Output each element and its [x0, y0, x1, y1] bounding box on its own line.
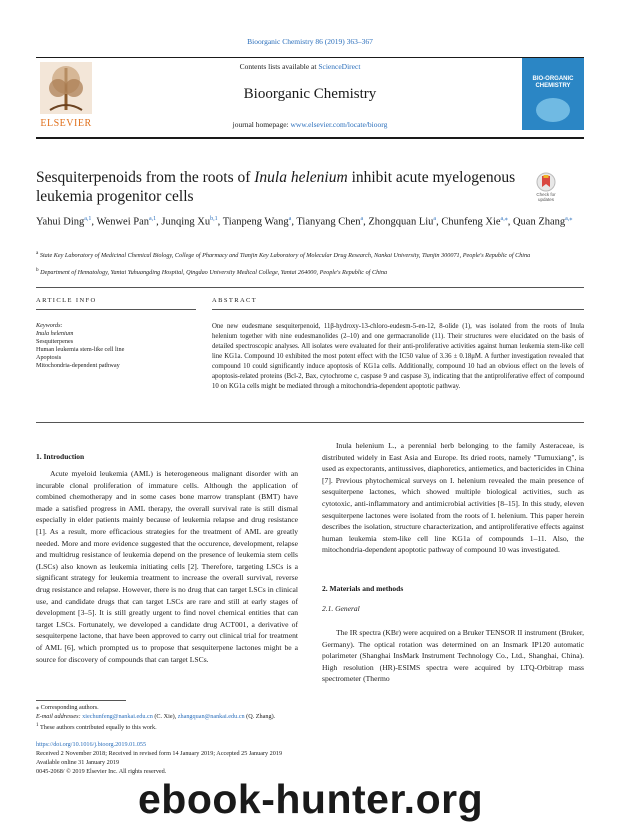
email-footnote: E-mail addresses: xiechunfeng@nankai.edu.cn (C. Xie), zhangquan@nankai.edu.cn (Q. Zhang). — [36, 713, 276, 720]
author-affiliation-mark: a,1 — [84, 216, 92, 222]
article-info-rule — [36, 309, 196, 310]
journal-name: Bioorganic Chemistry — [243, 86, 377, 102]
abstract-bottom-rule — [36, 422, 584, 423]
received-dates: Received 2 November 2018; Received in revised form 14 January 2019; Accepted 25 January 2019 — [36, 750, 283, 757]
author-name[interactable]: Tianpeng Wang — [222, 216, 289, 228]
intro-paragraph: Acute myeloid leukemia (AML) is heterogeneous malignant disorder with an incurable clonal proliferation of immature cells. Although the application of combined chemotherapy and in some cases bone marrow transplant (BMT) have made a satisfied progress in AML therapy, the overall survival rate is still dismal especially in elder patients mainly because of leukemia relapse and drug resistance [1]. As a result, more efficacious strategies for the treatment of AML are greatly needed. More and more evidence suggested that the occurence, development, relapse and multidrug resistance of leukemia depend on the presence of leukemia stem cells (LSCs) also known as leukemia initiating cells [2]. Therefore, targeting LSCs is a significant strategy for leukemia treatment to increase the overall survival, reverse drug resistance and relapse. However, there is no drug that can target LSCs in clinical use, and candidate drugs that can target LSCs are rare and still at early stages of development [3–5]. It is still greatly urgent to find novel chemical entities that can target LSCs. Fortunately, we developed a candidate drug ACT001, a derivative of sesquiterpene lactone, that have been approved to carry out clinical trial for treatment of AML [6], which prompted us to propose that sesquiterpene lactones might be a source for discovery of compounds that can target LSCs. — [36, 469, 298, 664]
keyword-item: Apoptosis — [36, 354, 62, 361]
affiliation-b: $^b$ Department of Hematology, Yantai Yuhuangding Hospital, Qingdao University Medical College, Yantai 264000, People's Republic of China — [36, 267, 388, 277]
corresponding-footnote: ⁎ Corresponding authors. — [36, 704, 99, 711]
author-affiliation-mark: a — [433, 216, 437, 222]
author-affiliation-mark: a,⁎ — [565, 216, 573, 222]
author-name[interactable]: Wenwei Pan — [96, 216, 149, 228]
intro-paragraph-2: Inula helenium L., a perennial herb belonging to the family Asteraceae, is distributed widely in East Asia and Europe. Its dried roots, namely "Tumuxiang", is used as expectorants, antitussives, diaphoretics, antiemetics, and bactericides in China [7]. Previous phytochemical surveys on I. helenium revealed the main presence of sesquiterpene lactones, which showed multiple biological activities, such as cytotoxic, anti-inflammatory and antimicrobial activities [8–15]. In this study, eleven sesquiterpene lactones were isolated from the roots of I. helenium. This paper herein describes the isolation, structure characterization, and antiproliferative effects against human leukemia stem-like cell line KG1a of compounds 1–11. Also, the mitochondria-dependent apoptotic pathway of compound 10 was investigated. — [322, 441, 584, 555]
author-affiliation-mark: a — [288, 216, 292, 222]
general-paragraph: The IR spectra (KBr) were acquired on a Bruker TENSOR II instrument (Bruker, Germany). The optical rotation was determined on an Insmark IP120 automatic polarimeter (Shanghai InsMark Instrument Technology Co., Ltd., Shanghai, China). High resolution (HR)-ESIMS spectra were acquired by LTQ-Orbitrap mass spectrometer (Thermo — [322, 628, 584, 684]
author-name[interactable]: Zhongquan Liu — [368, 216, 434, 228]
author-name[interactable]: Yahui Ding — [36, 216, 85, 228]
badge-label: Check for updates — [536, 192, 556, 202]
publisher-wordmark: ELSEVIER — [40, 118, 92, 129]
keywords-block — [36, 322, 196, 370]
article-title: Sesquiterpenoids from the roots of Inula helenium inhibit acute myelogenous leukemia progenitor cells — [36, 169, 516, 205]
doi-link[interactable]: https://doi.org/10.1016/j.bioorg.2019.01.055 — [36, 741, 147, 748]
homepage-link[interactable]: www.elsevier.com/locate/bioorg — [290, 120, 388, 129]
header-bottom-rule — [36, 137, 584, 139]
article-info-label: ARTICLE INFO — [36, 297, 97, 304]
author-affiliation-mark: a — [360, 216, 364, 222]
check-for-updates-badge[interactable] — [524, 172, 568, 202]
general-subheading: 2.1. General — [322, 604, 360, 613]
sciencedirect-link[interactable]: ScienceDirect — [318, 62, 361, 71]
author-name[interactable]: Quan Zhang — [512, 216, 566, 228]
cover-graphic — [536, 98, 570, 122]
header-top-rule — [36, 57, 584, 58]
affiliation-a: $^a$ State Key Laboratory of Medicinal Chemical Biology, College of Pharmacy and Tianjin Key Laboratory of Molecular Drug Research, Nankai University, Tianjin 300071, People's Republic of China — [36, 250, 531, 260]
abstract-text: One new eudesmane sesquiterpenoid, 11β-hydroxy-13-chloro-eudesm-5-en-12, 8-olide (1), was isolated from the roots of Inula helenium together with nine eudesmanolides (2–10) and one germacranolide (11). Their structures were elucidated on the basis of detailed spectroscopic analyses. All isolates were evaluated for their anti-proliferative activities against human leukemia stem-like cell line KG1a. Compound 10 exhibited the most potent effect with the IC50 value of 3.36 ± 0.18μM. A further investigation revealed that compound 10 could significantly induce apoptosis of KG1a cells. Additionally, compound 10 had an obvious effect on the levels of apoptosis-related proteins (Bcl-2, Bax, cytochrome c, caspase 9 and caspase 3), indicating that the antiproliferative effect of compound 10 on KG1a cells might be mediated through a mitochondria-dependent apoptotic pathway. — [212, 323, 584, 390]
affiliation-divider — [36, 287, 584, 288]
footnote-rule — [36, 700, 126, 701]
abstract-label: ABSTRACT — [212, 297, 258, 304]
keyword-item: Mitochondria-dependent pathway — [36, 362, 120, 369]
author-affiliation-mark: a,1 — [148, 216, 157, 222]
keywords-label: Keywords: — [36, 322, 63, 329]
author-name[interactable]: Chunfeng Xie — [441, 216, 501, 228]
author-affiliation-mark: a,⁎ — [500, 216, 508, 222]
keyword-item: Inula helenium — [36, 330, 74, 337]
keywords-list — [36, 330, 196, 370]
copyright-notice: 0045-2068/ © 2019 Elsevier Inc. All rights reserved. — [36, 768, 167, 775]
elsevier-logo — [36, 60, 96, 132]
contents-availability: Contents lists available at ScienceDirect — [239, 62, 361, 71]
intro-heading: 1. Introduction — [36, 452, 85, 461]
email-link-zhang[interactable]: zhangquan@nankai.edu.cn — [177, 713, 245, 720]
author-list: Yahui Ding$^{a,1}$, Wenwei Pan$^{a,1}$, Junqing Xu$^{b,1}$, Tianpeng Wang$^a$, Tianyang Chen$^a$, Zhongquan Liu$^a$, Chunfeng Xie$^{a,⁎}$, Quan Zhang$^{a,⁎}$ — [36, 216, 573, 228]
journal-homepage: journal homepage: www.elsevier.com/locate/bioorg — [232, 120, 388, 129]
watermark-text: ebook-hunter.org — [138, 776, 484, 822]
keyword-item: Human leukemia stem-like cell line — [36, 346, 125, 353]
journal-citation-link[interactable]: Bioorganic Chemistry 86 (2019) 363–367 — [247, 37, 373, 46]
check-updates-icon — [536, 172, 556, 192]
cover-title: BIO-ORGANIC CHEMISTRY — [532, 76, 574, 89]
author-name[interactable]: Tianyang Chen — [296, 216, 361, 228]
email-link-xie[interactable]: xiechunfeng@nankai.edu.cn — [82, 713, 153, 720]
methods-heading: 2. Materials and methods — [322, 584, 404, 593]
abstract-rule — [212, 309, 584, 310]
author-affiliation-mark: b,1 — [210, 216, 218, 222]
keyword-item: Sesquiterpenes — [36, 338, 74, 345]
equal-contribution-footnote: $^1$ These authors contributed equally to this work. — [36, 722, 157, 732]
online-date: Available online 31 January 2019 — [36, 759, 120, 766]
journal-cover-thumbnail[interactable] — [522, 58, 584, 130]
author-name[interactable]: Junqing Xu — [161, 216, 211, 228]
